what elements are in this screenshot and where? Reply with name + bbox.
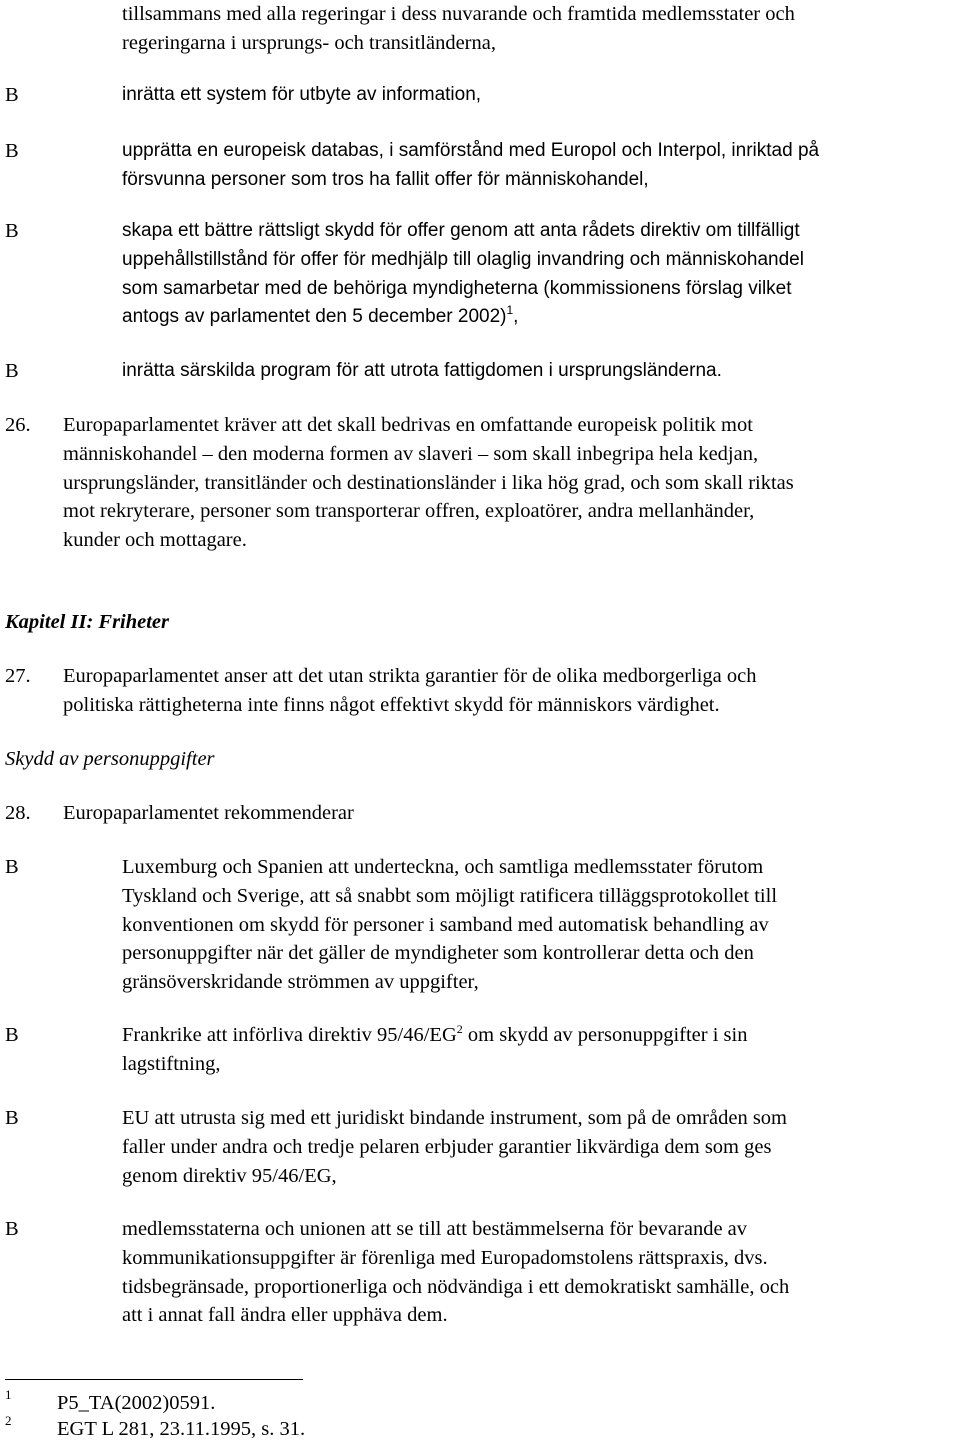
text-line: medlemsstaterna och unionen att se till att bestämmelserna för bevarande av (122, 1218, 748, 1240)
text-line: konventionen om skydd för personer i samband med automatisk behandling av (122, 913, 769, 936)
text-line: uppehållstillstånd för offer för medhjälp till olaglig invandring och människohandel (122, 248, 804, 270)
text-line: skapa ett bättre rättsligt skydd för offer genom att anta rådets direktiv om tillfälligt (122, 220, 800, 241)
bullet-marker: B (5, 1024, 19, 1046)
text-line: lagstiftning, (122, 1052, 221, 1075)
footnote-number: 2 (5, 1413, 12, 1428)
line-tail: , (513, 306, 519, 328)
text-line: kommunikationsuppgifter är förenliga med Europadomstolens rättspraxis, dvs. (122, 1246, 768, 1269)
text-line: inrätta ett system för utbyte av information, (122, 84, 482, 105)
footnote-separator (5, 1379, 303, 1380)
section-subheading: Skydd av personuppgifter (5, 748, 215, 770)
text-line (122, 303, 958, 332)
chapter-heading: Kapitel II: Friheter (5, 611, 170, 633)
footnote-text: P5_TA(2002)0591. (57, 1392, 216, 1414)
text-line: Tyskland och Sverige, att så snabbt som möjligt ratificera tilläggsprotokollet till (122, 884, 778, 907)
bullet-marker: B (5, 360, 19, 382)
text-line: inrätta särskilda program för att utrota fattigdomen i ursprungsländerna. (122, 360, 722, 381)
text-line: personuppgifter när det gäller de myndigheter som kontrollerar detta och den (122, 942, 754, 965)
text-line: Europaparlamentet kräver att det skall bedrivas en omfattande europeisk politik mot (63, 414, 753, 436)
footnote-text: EGT L 281, 23.11.1995, s. 31. (57, 1418, 306, 1440)
footnote-ref[interactable]: 1 (506, 303, 514, 318)
text-line: mot rekryterare, personer som transporterar offren, exploatörer, andra mellanhänder, (63, 500, 755, 523)
text-line: faller under andra och tredje pelaren erbjuder garantier likvärdiga dem som ges (122, 1135, 772, 1158)
text-line: människohandel – den moderna formen av slaveri – som skall inbegripa hela kedjan, (63, 442, 759, 465)
paragraph-number: 26. (5, 414, 31, 436)
text-line: upprätta en europeisk databas, i samförstånd med Europol och Interpol, inriktad på (122, 140, 820, 161)
text-line: EU att utrusta sig med ett juridiskt bindande instrument, som på de områden som (122, 1107, 787, 1129)
bullet-marker: B (5, 220, 19, 242)
bullet-marker: B (5, 1218, 19, 1240)
bullet-marker: B (5, 1107, 19, 1129)
footnote-number: 1 (5, 1387, 12, 1402)
text-line: genom direktiv 95/46/EG, (122, 1164, 337, 1187)
text-line: som samarbetar med de behöriga myndigheterna (kommissionens förslag vilket (122, 277, 792, 299)
line-text: antogs av parlamentet den 5 december 2002) (122, 306, 507, 328)
line-text: Frankrike att införliva direktiv 95/46/EG (122, 1024, 457, 1046)
text-line: Europaparlamentet rekommenderar (63, 802, 354, 824)
paragraph-number: 27. (5, 665, 31, 687)
paragraph-number: 28. (5, 802, 31, 824)
text-line: tidsbegränsade, proportionerliga och nödvändiga i ett demokratiskt samhälle, och (122, 1275, 790, 1298)
text-line: försvunna personer som tros ha fallit offer för människohandel, (122, 168, 649, 190)
line-text: om skydd av personuppgifter i sin (462, 1024, 748, 1046)
text-line: ursprungsländer, transitländer och destinationsländer i lika hög grad, och som skall riktas (63, 471, 794, 494)
footnote-ref[interactable]: 2 (456, 1022, 463, 1036)
text-line: Europaparlamentet anser att det utan strikta garantier för de olika medborgerliga och (63, 665, 757, 687)
text-line: politiska rättigheterna inte finns något effektivt skydd för människors värdighet. (63, 693, 720, 716)
text-line: kunder och mottagare. (63, 529, 247, 552)
bullet-marker: B (5, 140, 19, 162)
text-line: att i annat fall ändra eller upphäva dem. (122, 1304, 448, 1327)
bullet-marker: B (5, 84, 19, 106)
text-line: Luxemburg och Spanien att underteckna, och samtliga medlemsstater förutom (122, 856, 764, 878)
text-line: tillsammans med alla regeringar i dess nuvarande och framtida medlemsstater och (122, 3, 795, 25)
intro-paragraph (122, 0, 958, 58)
text-line (122, 1021, 958, 1050)
text-line: regeringarna i ursprungs- och transitländerna, (122, 31, 496, 54)
bullet-marker: B (5, 856, 19, 878)
text-line: gränsöverskridande strömmen av uppgifter, (122, 971, 479, 994)
